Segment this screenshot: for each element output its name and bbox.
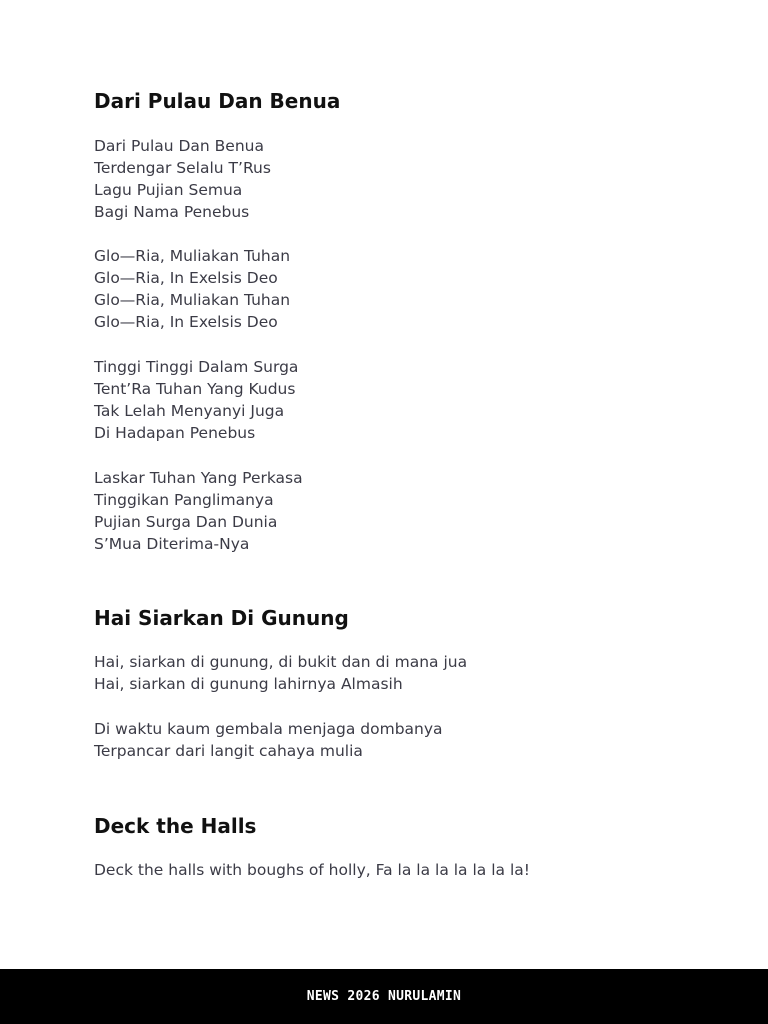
lyric-line: Di Hadapan Penebus [94, 424, 256, 443]
lyric-line: Bagi Nama Penebus [94, 203, 250, 222]
lyric-line: Terdengar Selalu T’Rus [94, 159, 271, 178]
footer-text: NEWS 2026 NURULAMIN [306, 989, 462, 1004]
lyric-line: Di waktu kaum gembala menjaga dombanya [94, 720, 443, 738]
lyric-line: Dari Pulau Dan Benua [94, 137, 264, 155]
lyric-line: Glo—Ria, Muliakan Tuhan [94, 247, 291, 265]
song-title: Deck the Halls [94, 814, 257, 838]
lyric-line: Tak Lelah Menyanyi Juga [94, 402, 285, 421]
lyric-line: Tinggikan Panglimanya [94, 491, 274, 510]
stanza [94, 718, 443, 762]
lyric-line: Terpancar dari langit cahaya mulia [94, 742, 363, 761]
lyric-line: Hai, siarkan di gunung, di bukit dan di mana jua [94, 653, 468, 671]
lyric-line: Tinggi Tinggi Dalam Surga [94, 358, 299, 376]
stanza [94, 356, 298, 444]
footer-bar [0, 969, 768, 1024]
song-title: Hai Siarkan Di Gunung [94, 606, 349, 630]
stanza [94, 467, 303, 555]
stanza [94, 651, 467, 695]
stanza [94, 245, 290, 333]
lyric-line: Laskar Tuhan Yang Perkasa [94, 469, 303, 487]
song-title: Dari Pulau Dan Benua [94, 89, 341, 113]
lyric-line: Glo—Ria, Muliakan Tuhan [94, 291, 291, 310]
lyric-line: Glo—Ria, In Exelsis Deo [94, 313, 278, 332]
stanza [94, 135, 271, 223]
lyric-line: Pujian Surga Dan Dunia [94, 513, 278, 532]
lyric-line: Deck the halls with boughs of holly, Fa la la la la la la la! [94, 861, 530, 879]
lyric-line: Tent’Ra Tuhan Yang Kudus [94, 380, 296, 399]
lyric-line: Glo—Ria, In Exelsis Deo [94, 269, 278, 288]
lyric-line: S’Mua Diterima-Nya [94, 535, 250, 554]
lyric-line: Lagu Pujian Semua [94, 181, 243, 200]
lyric-line: Hai, siarkan di gunung lahirnya Almasih [94, 675, 403, 694]
stanza [94, 859, 530, 881]
